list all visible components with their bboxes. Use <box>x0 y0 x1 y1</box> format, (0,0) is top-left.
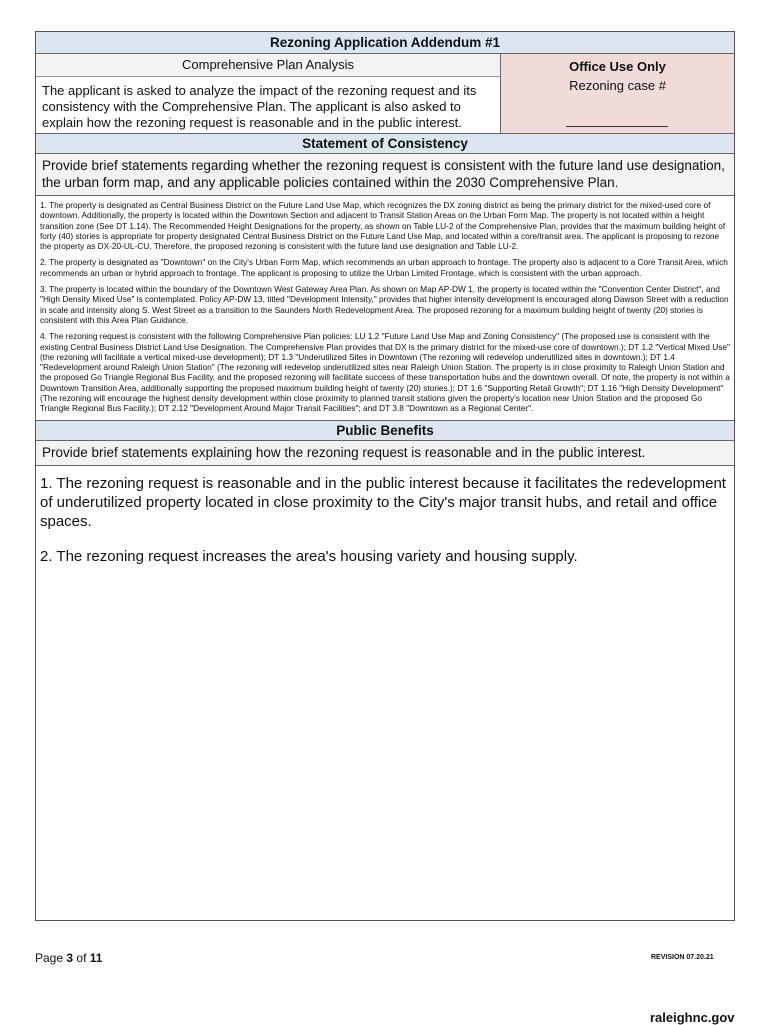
consistency-item: 3. The property is located within the boundary of the Downtown West Gateway Area Plan. As shown on Map AP-DW 1, the property is located within the "Convention Center District", and "High Density Mixed Use" is contemplated. Policy AP-DW 13, titled "Development Intensity," provides that higher intensity development is encouraged along Dawson Street with a reduction in scale and intensity along S. West Street as a transition to the Saunders North Redevelopment Area. The proposed rezoning for a maximum building height of twenty (20) stories is consistent with this Area Plan Guidance. <box>40 284 729 325</box>
benefits-response[interactable] <box>36 466 734 590</box>
benefit-item: 2. The rezoning request increases the area's housing variety and housing supply. <box>40 547 578 565</box>
page-of: of <box>76 951 87 965</box>
office-use-box <box>501 54 734 133</box>
website-label: raleighnc.gov <box>650 1010 735 1025</box>
analysis-column <box>36 54 501 133</box>
benefit-item: 1. The rezoning request is reasonable and in the public interest because it facilitates the redevelopment of underutilized property located in close proximity to the City's major transit hubs, and retail and office spaces. <box>40 474 726 530</box>
benefits-prompt: Provide brief statements explaining how the rezoning request is reasonable and in the public interest. <box>36 441 734 466</box>
office-use-title: Office Use Only <box>569 59 666 74</box>
rezoning-case-label: Rezoning case # <box>569 78 666 93</box>
top-row <box>36 54 734 134</box>
page-label: Page <box>35 951 64 965</box>
section-label: Comprehensive Plan Analysis <box>36 54 500 77</box>
instructions-text: The applicant is asked to analyze the impact of the rezoning request and its consistency with the Comprehensive Plan. The applicant is also asked to explain how the rezoning request is reasonable and in the public interest. <box>42 83 477 130</box>
consistency-item: 4. The rezoning request is consistent with the following Comprehensive Plan policies: LU 1.2 "Future Land Use Map and Zoning Consistency" (The proposed use is consistent with the existing Central Business District Land Use Designation. The Comprehensive Plan provides that DX is the primary district for the mixed-use core of downtown.); DT 1.2 "Vertical Mixed Use" (the rezoning will facilitate a vertical mixed-use development); DT 1.3 "Underutilized Sites in Downtown (The rezoning will redevelop underutilized sites in downtown.); DT 1.4 "Redevelopment around Raleigh Union Station" (The rezoning will redevelop underutilized sites near Raleigh Union Station. The property is in close proximity to Raleigh Union Station and the proposed Go Triangle Regional Bus Facility, and the proposed rezoning will facilitate success of these transportation hubs and the downtown overall. Of note, the property is not within a Downtown Transition Area, additionally supporting the proposed maximum building height of twenty (20) stories.); DT 1.6 "Supporting Retail Growth"; DT 1.16 "High Density Development" (The rezoning will encourage the highest density development within close proximity to planned transit stations given the property's location near Union Station and the proposed Go Triangle Regional Bus Facility.); DT 2.12 "Development Around Major Transit Facilities"; and DT 3.8 "Downtown as a Regional Center". <box>40 331 730 414</box>
page-total: 11 <box>89 951 103 965</box>
revision-label: REVISION 07.20.21 <box>651 954 714 961</box>
page-current: 3 <box>66 951 74 965</box>
consistency-item: 1. The property is designated as Central Business District on the Future Land Use Map, which recognizes the DX zoning district as being the primary district for the mixed-used core of downtown. Additionally, the property is located within the Downtown Section and adjacent to Transit Station Areas on the Urban Form Map. The property is not located within a height transition zone (See DT 1.14). The Recommended Height Designations for the property, as shown on Table LU-2 of the Comprehensive Plan, provides that the maximum building height of forty (40) stories is appropriate for property designated Central Business District on the Future Land Use Map, and located within a core/transit area. The applicant is proposing to rezone the property as DX-20-UL-CU. Therefore, the proposed rezoning is consistent with the future land use designation and Table LU-2. <box>40 200 726 252</box>
consistency-heading: Statement of Consistency <box>36 134 734 154</box>
form-title: Rezoning Application Addendum #1 <box>36 32 734 54</box>
consistency-response[interactable] <box>36 196 734 421</box>
page-indicator <box>35 951 102 965</box>
consistency-item: 2. The property is designated as "Downtown" on the City's Urban Form Map, which recommends an urban approach to frontage. The property also is adjacent to a Core Transit Area, which recommends an urban or hybrid approach to frontage. The applicant is proposing to utilize the Urban Limited Frontage, which is consistent with the urban approach. <box>40 257 728 278</box>
consistency-prompt: Provide brief statements regarding whether the rezoning request is consistent with the future land use designation, the urban form map, and any applicable policies contained within the 2030 Comprehensive Plan. <box>36 154 734 196</box>
rezoning-case-field[interactable] <box>566 126 668 127</box>
rezoning-addendum-form <box>35 31 735 921</box>
benefits-heading: Public Benefits <box>36 421 734 441</box>
